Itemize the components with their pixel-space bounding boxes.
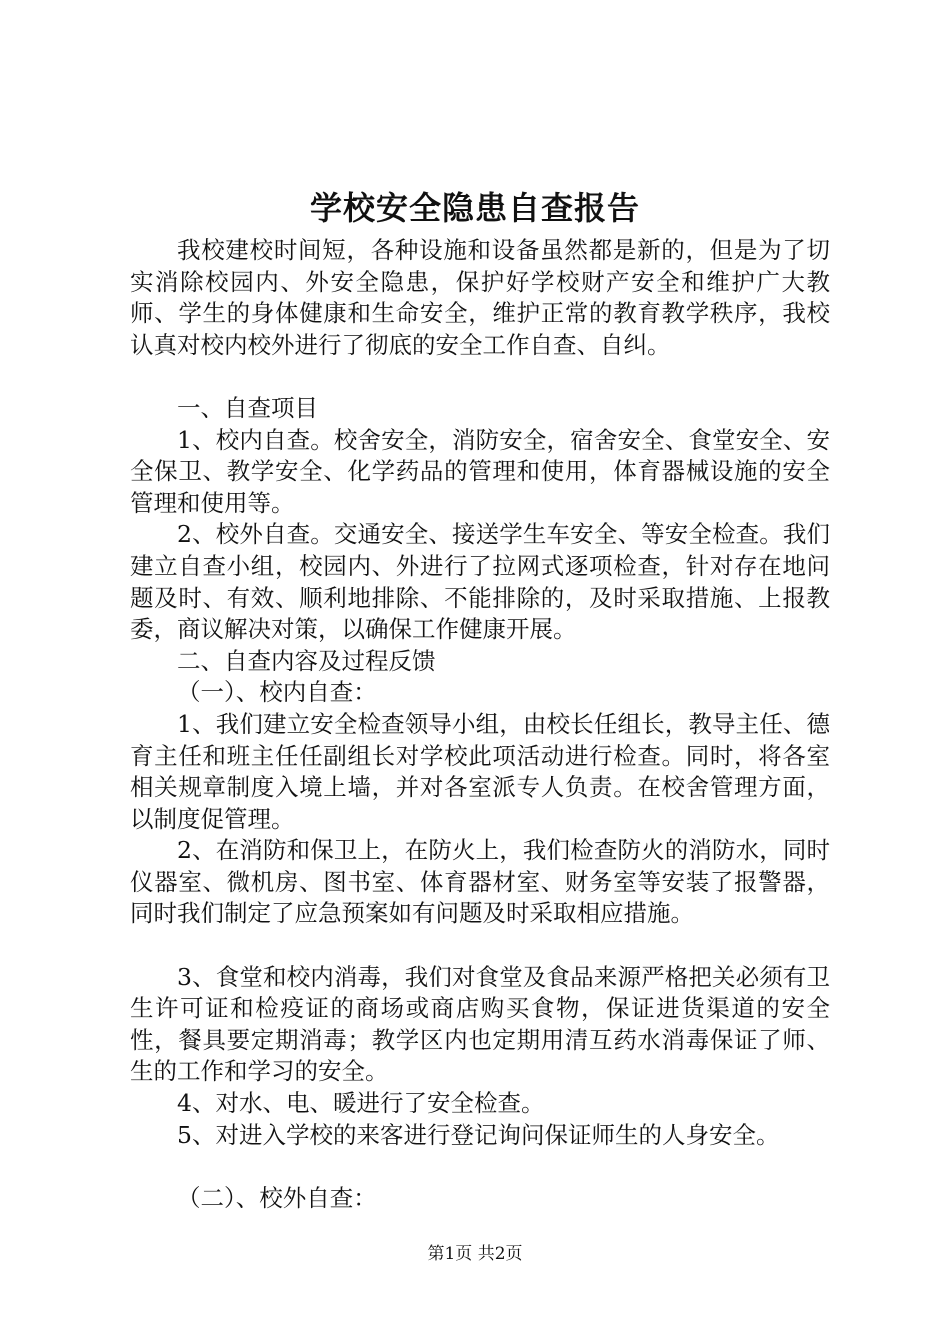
page-footer: 第1页 共2页 <box>427 1244 523 1264</box>
paragraph-item: 5、对进入学校的来客进行登记询问保证师生的人身安全。 <box>177 1120 780 1149</box>
document-body <box>130 235 830 1214</box>
paragraph-item: 1、校内自查。校舍安全，消防安全，宿舍安全、食堂安全、安全保卫、教学安全、化学药品的管理和使用，体育器械设施的安全管理和使用等。 <box>130 425 830 517</box>
paragraph-item: 2、校外自查。交通安全、接送学生车安全、等安全检查。我们建立自查小组，校园内、外进行了拉网式逐项检查，针对存在地问题及时、有效、顺利地排除、不能排除的，及时采取措施、上报教委，商议解决对策，以确保工作健康开展。 <box>130 520 830 644</box>
section-heading-1: 一、自查项目 <box>177 393 318 422</box>
section-heading-2: 二、自查内容及过程反馈 <box>177 646 436 675</box>
paragraph-item: 1、我们建立安全检查领导小组，由校长任组长，教导主任、德育主任和班主任任副组长对学校此项活动进行检查。同时，将各室相关规章制度入境上墙，并对各室派专人负责。在校舍管理方面，以制度促管理。 <box>130 709 830 833</box>
paragraph-item: 2、在消防和保卫上，在防火上，我们检查防火的消防水，同时仪器室、微机房、图书室、体育器材室、财务室等安装了报警器，同时我们制定了应急预案如有问题及时采取相应措施。 <box>130 836 830 928</box>
paragraph-item: 4、对水、电、暖进行了安全检查。 <box>177 1089 545 1118</box>
paragraph-intro: 我校建校时间短，各种设施和设备虽然都是新的，但是为了切实消除校园内、外安全隐患，保护好学校财产安全和维护广大教师、学生的身体健康和生命安全，维护正常的教育教学秩序，我校认真对校内校外进行了彻底的安全工作自查、自纠。 <box>130 236 830 359</box>
subsection-heading: （一）、校内自查： <box>177 678 377 707</box>
paragraph-item: 3、食堂和校内消毒，我们对食堂及食品来源严格把关必须有卫生许可证和检疫证的商场或商店购买食物，保证进货渠道的安全性，餐具要定期消毒；教学区内也定期用清互药水消毒保证了师、生的工作和学习的安全。 <box>130 962 830 1086</box>
subsection-heading: （二）、校外自查： <box>177 1183 377 1212</box>
page-title: 学校安全隐患自查报告 <box>309 189 640 227</box>
